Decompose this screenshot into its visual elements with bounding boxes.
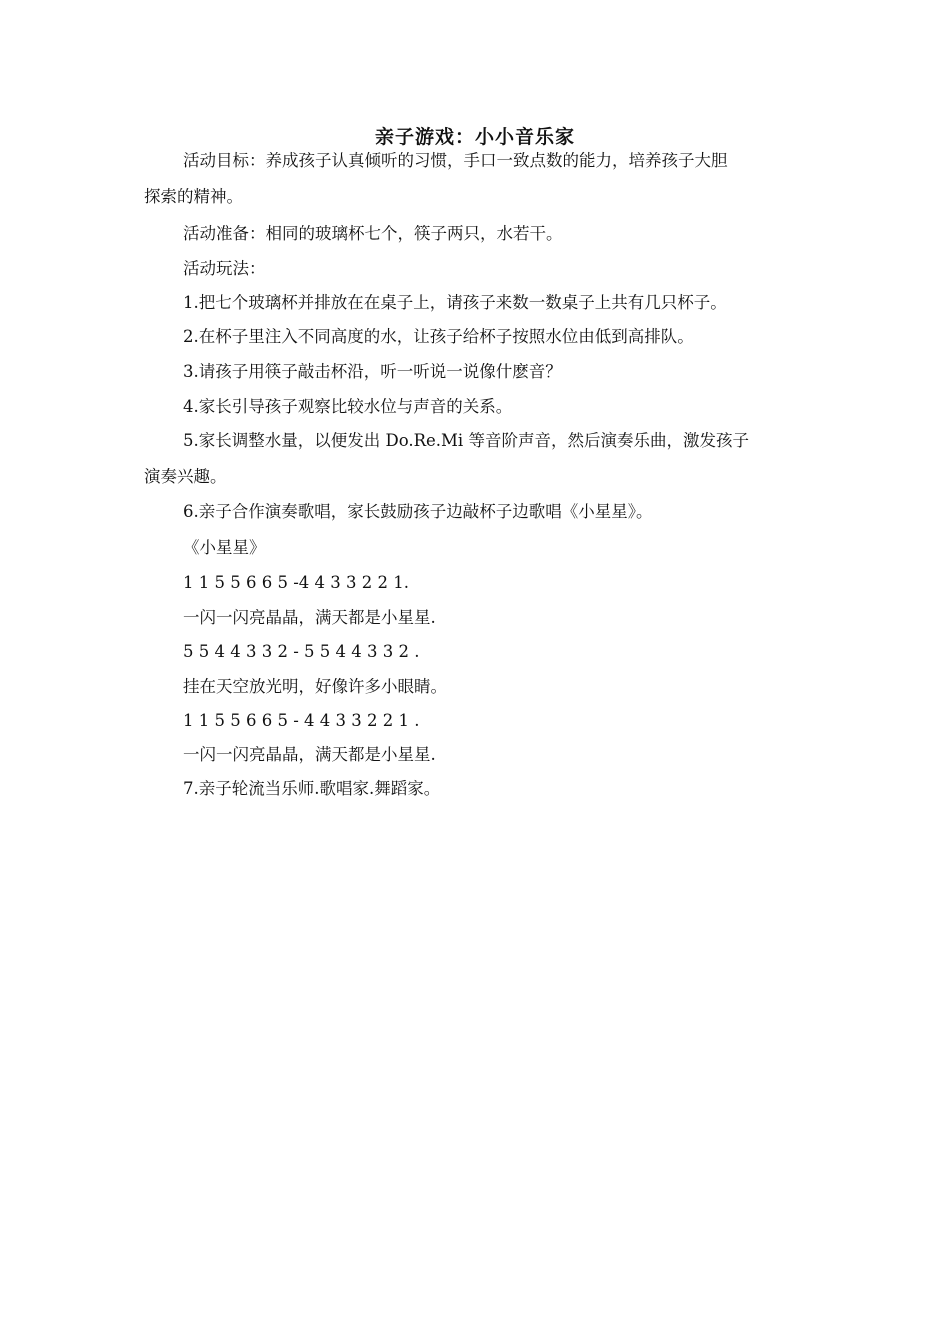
song-lyrics-3: 一闪一闪亮晶晶，满天都是小星星.: [183, 745, 436, 764]
song-title: 《小星星》: [183, 538, 266, 557]
song-notes-2: 5 5 4 4 3 3 2 - 5 5 4 4 3 3 2 .: [183, 642, 420, 661]
song-notes-1: 1 1 5 5 6 6 5 -4 4 3 3 2 2 1.: [183, 573, 409, 592]
step-7: 7.亲子轮流当乐师.歌唱家.舞蹈家。: [183, 779, 441, 798]
step-1: 1.把七个玻璃杯并排放在在桌子上，请孩子来数一数桌子上共有几只杯子。: [183, 293, 727, 312]
song-lyrics-1: 一闪一闪亮晶晶，满天都是小星星.: [183, 608, 436, 627]
step-2: 2.在杯子里注入不同高度的水，让孩子给杯子按照水位由低到高排队。: [183, 327, 694, 346]
goal-line-2: 探索的精神。: [144, 187, 243, 206]
preparation-text: 活动准备：相同的玻璃杯七个，筷子两只，水若干。: [183, 224, 563, 243]
play-heading: 活动玩法：: [183, 259, 266, 278]
step-3: 3.请孩子用筷子敲击杯沿，听一听说一说像什麽音？: [183, 362, 562, 381]
step-4: 4.家长引导孩子观察比较水位与声音的关系。: [183, 397, 513, 416]
document-title: 亲子游戏：小小音乐家: [374, 126, 575, 148]
song-lyrics-2: 挂在天空放光明，好像许多小眼睛。: [183, 677, 447, 696]
step-6: 6.亲子合作演奏歌唱，家长鼓励孩子边敲杯子边歌唱《小星星》。: [183, 502, 653, 521]
goal-line-1: 活动目标：养成孩子认真倾听的习惯，手口一致点数的能力，培养孩子大胆: [183, 151, 728, 170]
song-notes-3: 1 1 5 5 6 6 5 - 4 4 3 3 2 2 1 .: [183, 711, 420, 730]
step-5-line-1: 5.家长调整水量，以便发出 Do.Re.Mi 等音阶声音，然后演奏乐曲，激发孩子: [183, 431, 749, 450]
step-5-line-2: 演奏兴趣。: [144, 467, 227, 486]
